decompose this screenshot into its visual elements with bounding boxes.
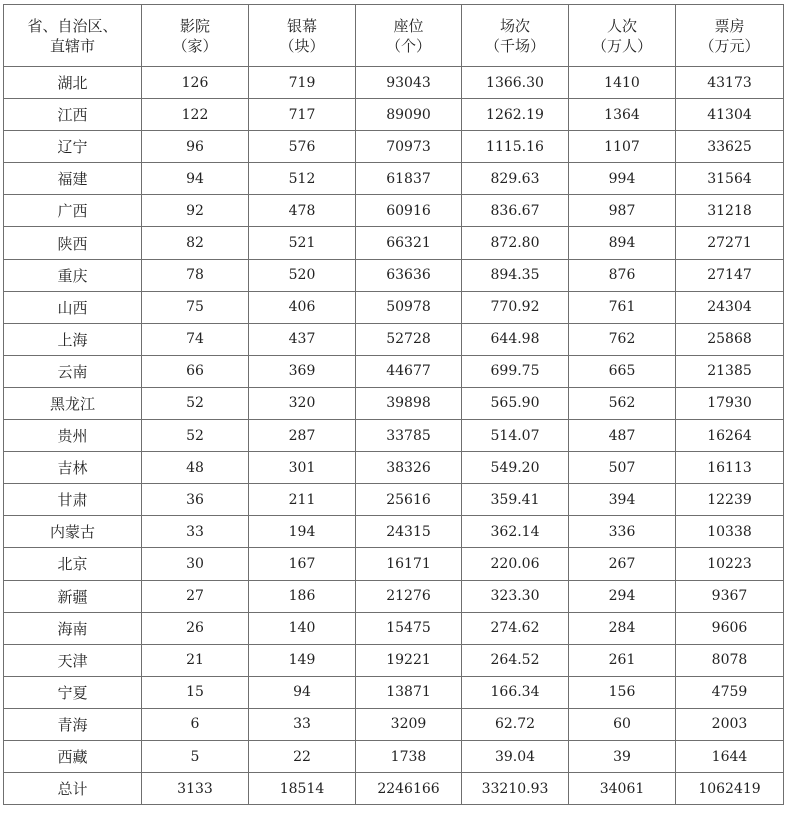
cell-province: 贵州 <box>4 420 142 452</box>
table-row <box>4 163 784 195</box>
cell-screens: 301 <box>249 452 356 484</box>
cell-screenings: 323.30 <box>462 580 569 612</box>
cell-cinemas: 30 <box>142 548 249 580</box>
cell-screens: 287 <box>249 420 356 452</box>
table-row <box>4 484 784 516</box>
cell-box-office: 1644 <box>676 740 784 772</box>
cell-cinemas: 6 <box>142 708 249 740</box>
table-body <box>4 67 784 805</box>
cell-seats: 89090 <box>356 99 462 131</box>
table-row <box>4 195 784 227</box>
cell-seats: 33785 <box>356 420 462 452</box>
table-row <box>4 516 784 548</box>
cell-cinemas: 126 <box>142 67 249 99</box>
cell-seats: 1738 <box>356 740 462 772</box>
cell-box-office: 41304 <box>676 99 784 131</box>
cell-box-office: 17930 <box>676 387 784 419</box>
table-row <box>4 612 784 644</box>
cell-seats: 39898 <box>356 387 462 419</box>
cell-province: 江西 <box>4 99 142 131</box>
cell-cinemas: 52 <box>142 387 249 419</box>
cell-box-office: 25868 <box>676 323 784 355</box>
cell-seats: 60916 <box>356 195 462 227</box>
cell-screenings: 39.04 <box>462 740 569 772</box>
cell-screenings: 829.63 <box>462 163 569 195</box>
cell-screenings: 1115.16 <box>462 131 569 163</box>
cell-cinemas: 94 <box>142 163 249 195</box>
table-row <box>4 676 784 708</box>
cell-seats: 19221 <box>356 644 462 676</box>
cell-seats: 63636 <box>356 259 462 291</box>
header-cinemas: 影院 （家） <box>142 5 249 67</box>
table-row <box>4 131 784 163</box>
cell-screenings: 1366.30 <box>462 67 569 99</box>
cell-screens: 717 <box>249 99 356 131</box>
cell-screens: 369 <box>249 355 356 387</box>
table-row <box>4 291 784 323</box>
cell-seats: 24315 <box>356 516 462 548</box>
cell-screenings: 362.14 <box>462 516 569 548</box>
cell-cinemas: 27 <box>142 580 249 612</box>
cell-screenings: 1262.19 <box>462 99 569 131</box>
table-row <box>4 740 784 772</box>
cell-seats: 3209 <box>356 708 462 740</box>
header-seats: 座位 （个） <box>356 5 462 67</box>
cell-screens: 521 <box>249 227 356 259</box>
cell-province: 宁夏 <box>4 676 142 708</box>
cell-screens: 18514 <box>249 773 356 805</box>
cell-admissions: 34061 <box>569 773 676 805</box>
cell-province: 山西 <box>4 291 142 323</box>
cell-province: 湖北 <box>4 67 142 99</box>
cell-screens: 406 <box>249 291 356 323</box>
cell-screens: 149 <box>249 644 356 676</box>
cell-seats: 21276 <box>356 580 462 612</box>
cell-screenings: 872.80 <box>462 227 569 259</box>
cell-seats: 25616 <box>356 484 462 516</box>
cell-province: 重庆 <box>4 259 142 291</box>
table-row <box>4 708 784 740</box>
cell-admissions: 261 <box>569 644 676 676</box>
cell-seats: 93043 <box>356 67 462 99</box>
cell-cinemas: 21 <box>142 644 249 676</box>
cell-cinemas: 75 <box>142 291 249 323</box>
cell-admissions: 762 <box>569 323 676 355</box>
cell-screens: 194 <box>249 516 356 548</box>
table-row <box>4 323 784 355</box>
cell-box-office: 10223 <box>676 548 784 580</box>
cell-admissions: 60 <box>569 708 676 740</box>
cell-screenings: 549.20 <box>462 452 569 484</box>
table-row <box>4 452 784 484</box>
cell-seats: 50978 <box>356 291 462 323</box>
cell-cinemas: 122 <box>142 99 249 131</box>
cell-screenings: 770.92 <box>462 291 569 323</box>
cell-screens: 576 <box>249 131 356 163</box>
cell-admissions: 876 <box>569 259 676 291</box>
cell-screens: 22 <box>249 740 356 772</box>
cell-screens: 512 <box>249 163 356 195</box>
cell-admissions: 1107 <box>569 131 676 163</box>
cell-box-office: 27147 <box>676 259 784 291</box>
header-admissions: 人次 （万人） <box>569 5 676 67</box>
cell-admissions: 987 <box>569 195 676 227</box>
cell-admissions: 507 <box>569 452 676 484</box>
cell-province: 云南 <box>4 355 142 387</box>
cell-box-office: 24304 <box>676 291 784 323</box>
cell-admissions: 1410 <box>569 67 676 99</box>
cell-seats: 15475 <box>356 612 462 644</box>
cell-admissions: 267 <box>569 548 676 580</box>
cell-box-office: 43173 <box>676 67 784 99</box>
cell-cinemas: 48 <box>142 452 249 484</box>
cell-screens: 437 <box>249 323 356 355</box>
cell-screenings: 274.62 <box>462 612 569 644</box>
cell-box-office: 16264 <box>676 420 784 452</box>
cell-cinemas: 96 <box>142 131 249 163</box>
cell-cinemas: 3133 <box>142 773 249 805</box>
table-row <box>4 99 784 131</box>
cell-screens: 94 <box>249 676 356 708</box>
cell-province: 福建 <box>4 163 142 195</box>
cell-box-office: 9367 <box>676 580 784 612</box>
cell-screens: 719 <box>249 67 356 99</box>
table-row <box>4 773 784 805</box>
cell-cinemas: 78 <box>142 259 249 291</box>
cell-screenings: 62.72 <box>462 708 569 740</box>
header-box-office: 票房 （万元） <box>676 5 784 67</box>
cell-screens: 33 <box>249 708 356 740</box>
cell-screenings: 644.98 <box>462 323 569 355</box>
cell-admissions: 39 <box>569 740 676 772</box>
table-header <box>4 5 784 67</box>
cell-province: 甘肃 <box>4 484 142 516</box>
cell-province: 北京 <box>4 548 142 580</box>
cell-seats: 2246166 <box>356 773 462 805</box>
cell-admissions: 336 <box>569 516 676 548</box>
cell-cinemas: 52 <box>142 420 249 452</box>
cell-box-office: 16113 <box>676 452 784 484</box>
cell-admissions: 894 <box>569 227 676 259</box>
cell-box-office: 27271 <box>676 227 784 259</box>
cell-admissions: 1364 <box>569 99 676 131</box>
cell-province: 吉林 <box>4 452 142 484</box>
cell-cinemas: 36 <box>142 484 249 516</box>
table-row <box>4 548 784 580</box>
cell-province: 青海 <box>4 708 142 740</box>
header-province: 省、自治区、 直辖市 <box>4 5 142 67</box>
cell-admissions: 761 <box>569 291 676 323</box>
table-row <box>4 259 784 291</box>
cell-screens: 140 <box>249 612 356 644</box>
cell-admissions: 156 <box>569 676 676 708</box>
table-row <box>4 420 784 452</box>
cell-province: 总计 <box>4 773 142 805</box>
cell-box-office: 8078 <box>676 644 784 676</box>
cell-box-office: 9606 <box>676 612 784 644</box>
cell-seats: 13871 <box>356 676 462 708</box>
cell-cinemas: 92 <box>142 195 249 227</box>
cell-province: 海南 <box>4 612 142 644</box>
cell-box-office: 33625 <box>676 131 784 163</box>
table-row <box>4 67 784 99</box>
cell-screenings: 836.67 <box>462 195 569 227</box>
cell-province: 辽宁 <box>4 131 142 163</box>
cell-province: 西藏 <box>4 740 142 772</box>
cell-province: 内蒙古 <box>4 516 142 548</box>
cell-seats: 52728 <box>356 323 462 355</box>
cell-screenings: 565.90 <box>462 387 569 419</box>
header-screenings: 场次 （千场） <box>462 5 569 67</box>
table-row <box>4 580 784 612</box>
cell-seats: 66321 <box>356 227 462 259</box>
cell-screens: 520 <box>249 259 356 291</box>
cell-box-office: 1062419 <box>676 773 784 805</box>
cell-screenings: 699.75 <box>462 355 569 387</box>
cell-screenings: 33210.93 <box>462 773 569 805</box>
cell-box-office: 31564 <box>676 163 784 195</box>
header-row <box>4 5 784 67</box>
cell-seats: 38326 <box>356 452 462 484</box>
table-row <box>4 227 784 259</box>
cell-admissions: 994 <box>569 163 676 195</box>
cinema-statistics-table <box>3 4 784 805</box>
cell-box-office: 10338 <box>676 516 784 548</box>
cell-seats: 61837 <box>356 163 462 195</box>
cell-admissions: 294 <box>569 580 676 612</box>
cell-seats: 70973 <box>356 131 462 163</box>
cell-seats: 16171 <box>356 548 462 580</box>
cell-box-office: 4759 <box>676 676 784 708</box>
cell-cinemas: 74 <box>142 323 249 355</box>
cell-box-office: 31218 <box>676 195 784 227</box>
cell-province: 天津 <box>4 644 142 676</box>
cell-cinemas: 15 <box>142 676 249 708</box>
cell-seats: 44677 <box>356 355 462 387</box>
cell-cinemas: 33 <box>142 516 249 548</box>
cell-province: 陕西 <box>4 227 142 259</box>
cell-screenings: 264.52 <box>462 644 569 676</box>
cell-screenings: 514.07 <box>462 420 569 452</box>
header-screens: 银幕 （块） <box>249 5 356 67</box>
cell-cinemas: 66 <box>142 355 249 387</box>
cell-admissions: 562 <box>569 387 676 419</box>
cell-screens: 478 <box>249 195 356 227</box>
cell-cinemas: 26 <box>142 612 249 644</box>
cell-cinemas: 82 <box>142 227 249 259</box>
cell-admissions: 665 <box>569 355 676 387</box>
cell-admissions: 284 <box>569 612 676 644</box>
cell-screenings: 166.34 <box>462 676 569 708</box>
cell-box-office: 12239 <box>676 484 784 516</box>
table-row <box>4 644 784 676</box>
cell-screenings: 894.35 <box>462 259 569 291</box>
cell-screens: 186 <box>249 580 356 612</box>
cell-province: 黑龙江 <box>4 387 142 419</box>
cell-screens: 320 <box>249 387 356 419</box>
table-row <box>4 387 784 419</box>
cell-box-office: 21385 <box>676 355 784 387</box>
cell-cinemas: 5 <box>142 740 249 772</box>
cell-admissions: 394 <box>569 484 676 516</box>
cell-province: 广西 <box>4 195 142 227</box>
cell-province: 上海 <box>4 323 142 355</box>
cell-screenings: 220.06 <box>462 548 569 580</box>
cell-screenings: 359.41 <box>462 484 569 516</box>
cell-box-office: 2003 <box>676 708 784 740</box>
cell-screens: 211 <box>249 484 356 516</box>
table-row <box>4 355 784 387</box>
cell-admissions: 487 <box>569 420 676 452</box>
cell-screens: 167 <box>249 548 356 580</box>
cell-province: 新疆 <box>4 580 142 612</box>
